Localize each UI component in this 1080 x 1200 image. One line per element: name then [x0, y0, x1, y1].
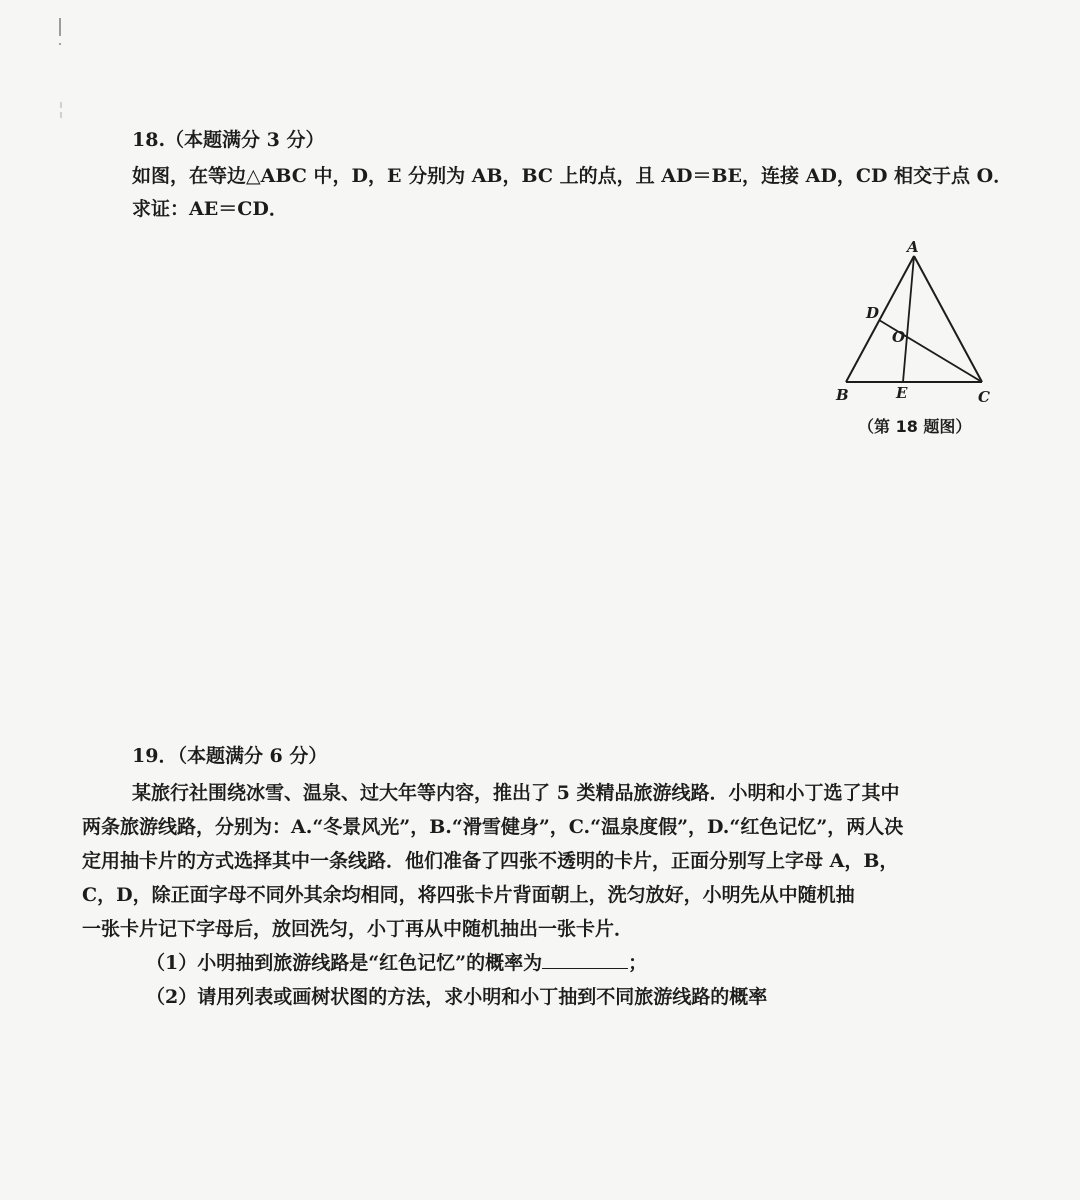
problem-18-prove: 求证：AE＝CD． [132, 198, 288, 220]
problem-18 [132, 126, 1012, 226]
label-d: D [866, 304, 880, 322]
question-2: （2）请用列表或画树状图的方法，求小明和小丁抽到不同旅游线路的概率 [146, 986, 768, 1008]
problem-19-line-5: 一张卡片记下字母后，放回洗匀，小丁再从中随机抽出一张卡片． [82, 918, 634, 940]
label-e: E [896, 384, 908, 402]
problem-18-figure [826, 238, 1006, 438]
question-1-end: ； [628, 952, 648, 974]
question-1 [146, 946, 1012, 980]
problem-18-heading: 18.（本题满分 3 分） [132, 129, 325, 151]
problem-19-line-1: 某旅行社围绕冰雪、温泉、过大年等内容，推出了 5 类精品旅游线路．小明和小丁选了其中 [132, 782, 900, 804]
answer-blank[interactable] [542, 950, 628, 969]
problem-19-heading: 19．（本题满分 6 分） [132, 745, 328, 767]
label-a: A [907, 238, 919, 256]
triangle-diagram [826, 238, 1006, 410]
figure-caption: （第 18 题图） [858, 417, 972, 436]
segment-ca [914, 256, 982, 382]
problem-18-statement: 如图，在等边△ABC 中，D，E 分别为 AB，BC 上的点，且 AD＝BE，连接 AD，CD 相交于点 O． [132, 165, 1013, 187]
scan-edge-marks [56, 14, 66, 124]
problem-19 [82, 742, 1012, 1014]
question-1-text: （1）小明抽到旅游线路是“红色记忆”的概率为 [146, 952, 543, 974]
problem-19-line-3: 定用抽卡片的方式选择其中一条线路．他们准备了四张不透明的卡片，正面分别写上字母 A，B， [82, 850, 899, 872]
label-o: O [892, 328, 906, 346]
problem-19-line-4: C，D，除正面字母不同外其余均相同，将四张卡片背面朝上，洗匀放好，小明先从中随机抽 [82, 884, 855, 906]
label-c: C [978, 388, 990, 406]
problem-19-line-2: 两条旅游线路，分别为：A.“冬景风光”，B.“滑雪健身”，C.“温泉度假”，D.“红色记忆”，两人决 [82, 816, 904, 838]
label-b: B [836, 386, 849, 404]
